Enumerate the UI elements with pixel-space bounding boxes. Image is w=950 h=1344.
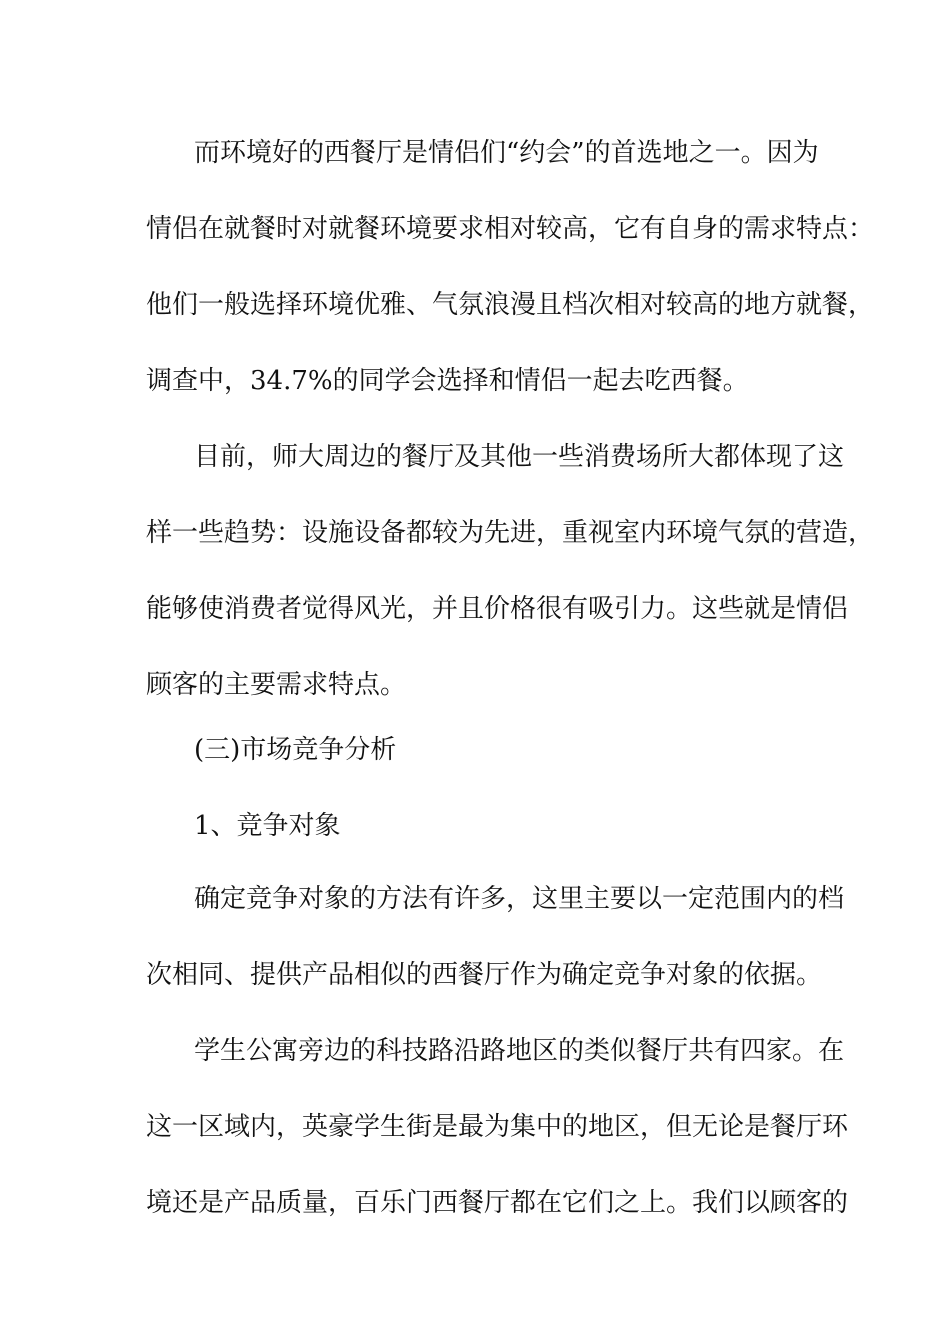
paragraph-line: 目前，师大周边的餐厅及其他一些消费场所大都体现了这 <box>194 442 845 472</box>
paragraph-line: 学生公寓旁边的科技路沿路地区的类似餐厅共有四家。在 <box>194 1036 845 1066</box>
section-heading: (三)市场竞争分析 <box>194 735 397 765</box>
paragraph-line: 次相同、提供产品相似的西餐厅作为确定竞争对象的依据。 <box>146 960 823 990</box>
paragraph-line: 情侣在就餐时对就餐环境要求相对较高，它有自身的需求特点： <box>146 214 875 244</box>
paragraph-line: 这一区域内，英豪学生街是最为集中的地区，但无论是餐厅环 <box>146 1112 849 1142</box>
paragraph-line: 境还是产品质量，百乐门西餐厅都在它们之上。我们以顾客的 <box>146 1188 849 1218</box>
paragraph-line: 他们一般选择环境优雅、气氛浪漫且档次相对较高的地方就餐， <box>146 290 875 320</box>
paragraph-line: 而环境好的西餐厅是情侣们“约会”的首选地之一。因为 <box>194 138 819 168</box>
paragraph-line: 顾客的主要需求特点。 <box>146 670 407 700</box>
subsection-heading: 1、竞争对象 <box>194 811 341 841</box>
paragraph-line: 调查中，34.7%的同学会选择和情侣一起去吃西餐。 <box>146 366 749 396</box>
paragraph-line: 样一些趋势：设施设备都较为先进，重视室内环境气氛的营造， <box>146 518 875 548</box>
paragraph-line: 确定竞争对象的方法有许多，这里主要以一定范围内的档 <box>194 884 845 914</box>
paragraph-line: 能够使消费者觉得风光，并且价格很有吸引力。这些就是情侣 <box>146 594 849 624</box>
